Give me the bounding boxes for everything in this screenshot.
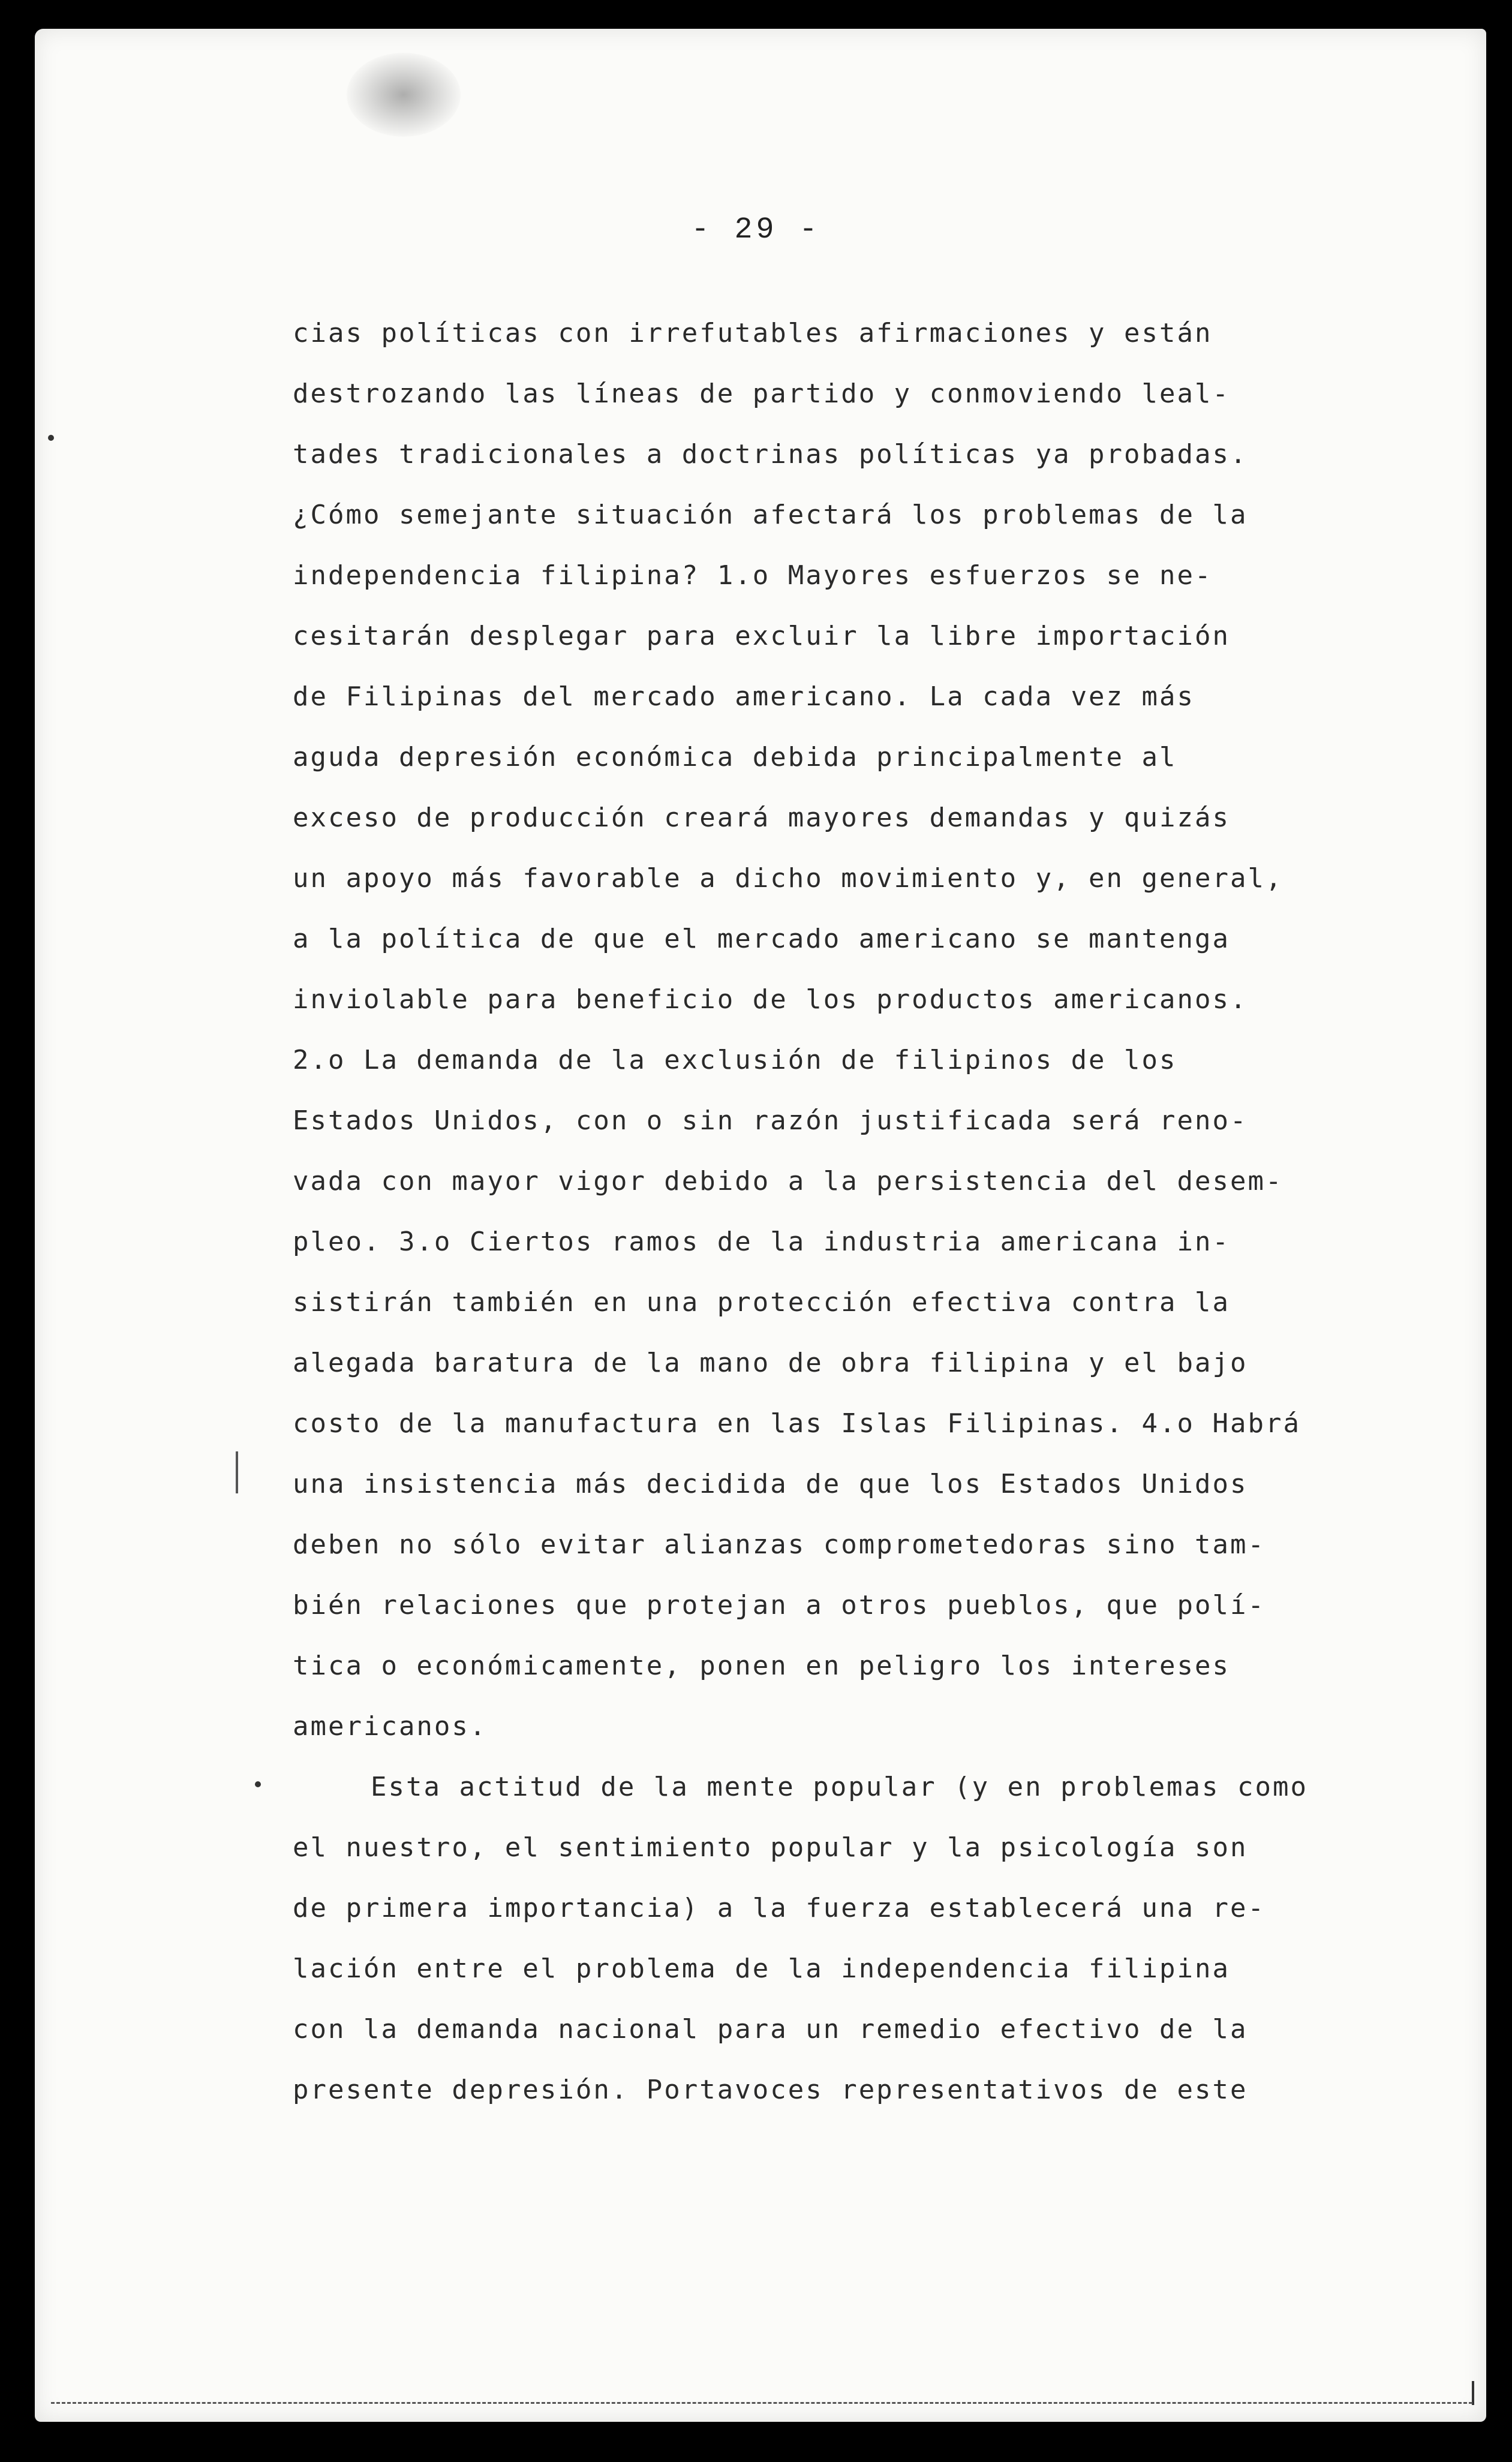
text-line: exceso de producción creará mayores demandas y quizás — [293, 802, 1230, 833]
text-line: destrozando las líneas de partido y conmoviendo leal- — [293, 378, 1230, 409]
text-line: presente depresión. Portavoces representativos de este — [293, 2075, 1248, 2105]
corner-mark — [1462, 2381, 1474, 2405]
text-line: el nuestro, el sentimiento popular y la psicología son — [293, 1832, 1248, 1863]
margin-mark — [236, 1451, 238, 1493]
text-line: una insistencia más decidida de que los Estados Unidos — [293, 1469, 1248, 1499]
text-line: cesitarán desplegar para excluir la libre importación — [293, 621, 1230, 651]
text-line: cias políticas con irrefutables afirmaciones y están — [293, 318, 1213, 348]
text-line: Estados Unidos, con o sin razón justificada será reno- — [293, 1105, 1248, 1136]
text-line: deben no sólo evitar alianzas comprometedoras sino tam- — [293, 1529, 1265, 1560]
text-line: bién relaciones que protejan a otros pueblos, que polí- — [293, 1590, 1265, 1621]
text-line: lación entre el problema de la independencia filipina — [293, 1953, 1230, 1984]
body-text — [293, 303, 1348, 2120]
text-line: sistirán también en una protección efectiva contra la — [293, 1287, 1230, 1318]
text-line: americanos. — [293, 1711, 488, 1742]
text-line: a la política de que el mercado americano se mantenga — [293, 924, 1230, 954]
ink-smudge — [347, 53, 461, 137]
page-bottom-edge — [51, 2402, 1472, 2406]
text-line: tades tradicionales a doctrinas políticas ya probadas. — [293, 439, 1248, 470]
text-line: alegada baratura de la mano de obra filipina y el bajo — [293, 1348, 1248, 1378]
text-line: independencia filipina? 1.o Mayores esfuerzos se ne- — [293, 560, 1213, 591]
text-line: aguda depresión económica debida principalmente al — [293, 742, 1177, 772]
text-line: tica o económicamente, ponen en peligro los intereses — [293, 1651, 1230, 1681]
margin-mark — [48, 435, 54, 441]
text-line: costo de la manufactura en las Islas Filipinas. 4.o Habrá — [293, 1408, 1301, 1439]
text-line: de Filipinas del mercado americano. La cada vez más — [293, 681, 1195, 712]
text-line: un apoyo más favorable a dicho movimiento y, en general, — [293, 863, 1283, 894]
text-line: 2.o La demanda de la exclusión de filipinos de los — [293, 1045, 1177, 1075]
text-line: inviolable para beneficio de los productos americanos. — [293, 984, 1248, 1015]
margin-mark — [255, 1781, 261, 1787]
text-line: con la demanda nacional para un remedio efectivo de la — [293, 2014, 1248, 2045]
text-line: vada con mayor vigor debido a la persistencia del desem- — [293, 1166, 1283, 1197]
text-line: ¿Cómo semejante situación afectará los problemas de la — [293, 500, 1248, 530]
page-number: - 29 - — [691, 213, 821, 247]
text-line: Esta actitud de la mente popular (y en problemas como — [371, 1772, 1308, 1802]
text-line: de primera importancia) a la fuerza establecerá una re- — [293, 1893, 1265, 1923]
text-line: pleo. 3.o Ciertos ramos de la industria americana in- — [293, 1227, 1230, 1257]
